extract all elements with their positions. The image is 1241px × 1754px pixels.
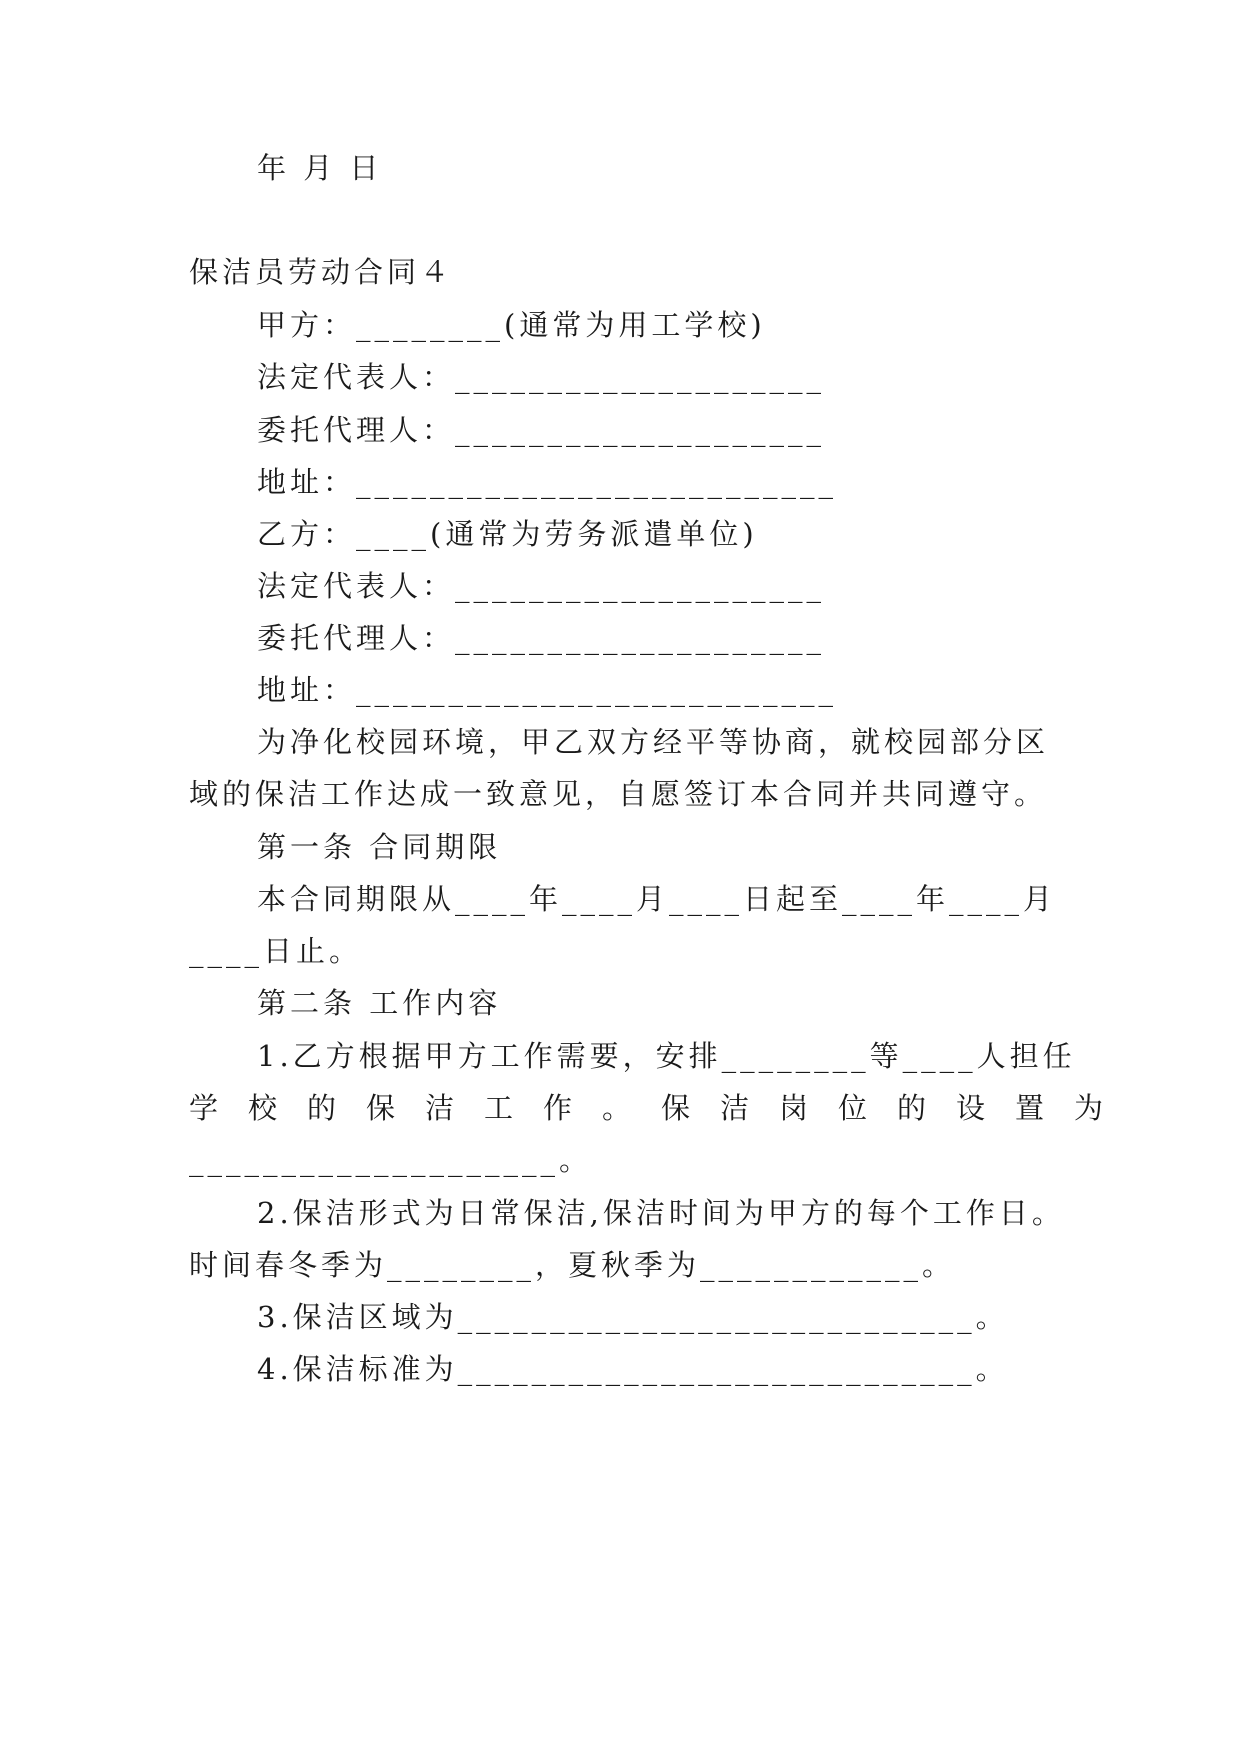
party-a-address: 地址：__________________________: [257, 465, 838, 499]
article-2-title: 第二条 工作内容: [257, 986, 502, 1020]
party-a-line: 甲方：________(通常为用工学校): [257, 308, 766, 342]
item-1-line-1: 1.乙方根据甲方工作需要，安排________等____人担任: [257, 1039, 1076, 1073]
intro-paragraph-line-1: 为净化校园环境，甲乙双方经平等协商，就校园部分区: [257, 725, 1050, 759]
date-line: 年 月 日: [257, 151, 383, 185]
item-1-line-3: ____________________。: [189, 1143, 593, 1177]
intro-paragraph-line-2: 域的保洁工作达成一致意见，自愿签订本合同并共同遵守。: [189, 777, 1048, 811]
item-4: 4.保洁标准为____________________________。: [257, 1352, 1009, 1386]
party-b-representative: 法定代表人：____________________: [257, 569, 826, 603]
party-b-agent: 委托代理人：____________________: [257, 621, 826, 655]
item-3: 3.保洁区域为____________________________。: [257, 1300, 1009, 1334]
item-2-line-1: 2.保洁形式为日常保洁,保洁时间为甲方的每个工作日。: [257, 1196, 1065, 1230]
party-a-representative: 法定代表人：____________________: [257, 360, 826, 394]
article-1-title: 第一条 合同期限: [257, 830, 502, 864]
item-2-line-2: 时间春冬季为________，夏秋季为____________。: [189, 1248, 956, 1282]
article-1-line-1: 本合同期限从____年____月____日起至____年____月: [257, 882, 1057, 916]
item-1-line-2: 学校的保洁工作。保洁岗位的设置为: [189, 1091, 1134, 1125]
party-b-address: 地址：__________________________: [257, 673, 838, 707]
contract-title: 保洁员劳动合同４: [189, 255, 454, 289]
party-b-line: 乙方：____(通常为劳务派遣单位): [257, 517, 758, 551]
article-1-line-2: ____日止。: [189, 934, 363, 968]
party-a-agent: 委托代理人：____________________: [257, 413, 826, 447]
